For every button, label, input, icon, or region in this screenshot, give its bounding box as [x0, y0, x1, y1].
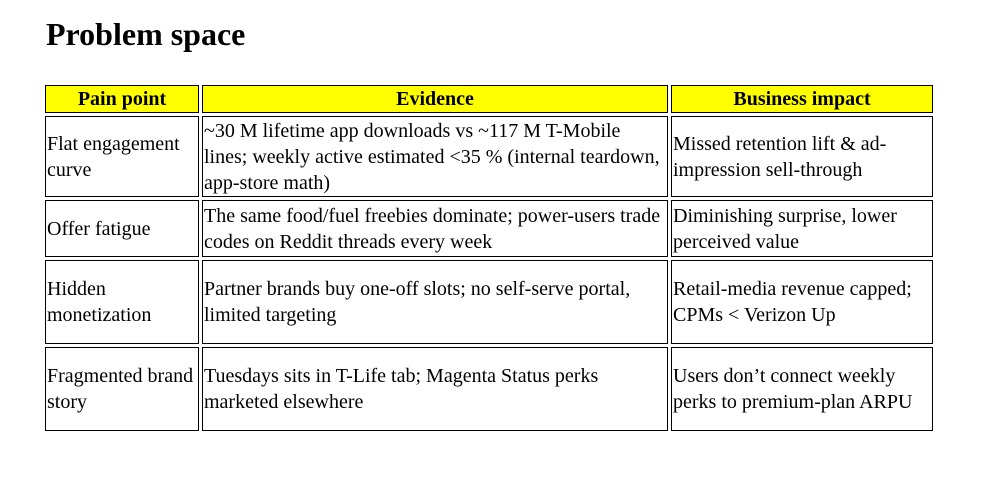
table-row — [45, 260, 933, 344]
header-evidence: Evidence — [202, 85, 668, 113]
evidence-cell: Tuesdays sits in T-Life tab; Magenta Status perks marketed elsewhere — [202, 347, 668, 431]
evidence-cell: Partner brands buy one-off slots; no self-serve portal, limited targeting — [202, 260, 668, 344]
evidence-cell: ~30 M lifetime app downloads vs ~117 M T-Mobile lines; weekly active estimated <35 % (internal teardown, app-store math) — [202, 116, 668, 197]
table-row — [45, 200, 933, 257]
header-business-impact: Business impact — [671, 85, 933, 113]
business-impact-cell: Users don’t connect weekly perks to premium-plan ARPU — [671, 347, 933, 431]
pain-point-cell: Hidden monetization — [45, 260, 199, 344]
business-impact-cell: Retail-media revenue capped; CPMs < Verizon Up — [671, 260, 933, 344]
pain-point-cell: Offer fatigue — [45, 200, 199, 257]
table-row — [45, 347, 933, 431]
pain-point-cell: Fragmented brand story — [45, 347, 199, 431]
pain-point-cell: Flat engagement curve — [45, 116, 199, 197]
header-pain-point: Pain point — [45, 85, 199, 113]
evidence-cell: The same food/fuel freebies dominate; power-users trade codes on Reddit threads every week — [202, 200, 668, 257]
business-impact-cell: Diminishing surprise, lower perceived value — [671, 200, 933, 257]
table-header-row — [45, 85, 933, 113]
business-impact-cell: Missed retention lift & ad-impression sell-through — [671, 116, 933, 197]
table-row — [45, 116, 933, 197]
problem-space-table — [42, 82, 936, 434]
page-title: Problem space — [46, 16, 246, 52]
